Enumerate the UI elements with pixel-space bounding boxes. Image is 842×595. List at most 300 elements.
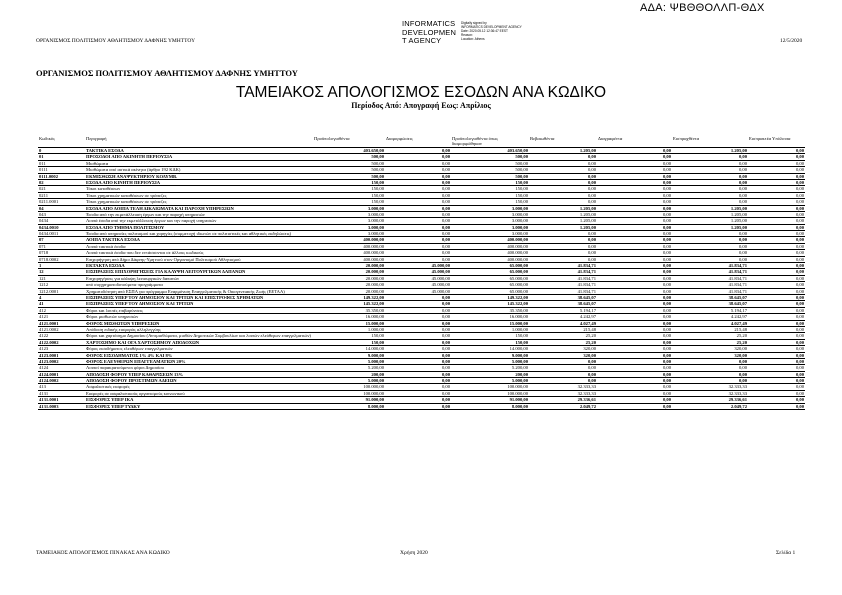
column-header: Διαγραφέντα: [597, 136, 672, 148]
amount-cell: 3.000,00: [451, 205, 529, 211]
amount-cell: 0,00: [748, 397, 805, 403]
amount-cell: 0,00: [597, 333, 672, 339]
code-cell: 0111.0002: [38, 173, 85, 179]
amount-cell: 500,00: [451, 167, 529, 173]
amount-cell: 15.000,00: [451, 320, 529, 326]
code-cell: 4131.0003: [38, 403, 85, 409]
amount-cell: 0,00: [597, 205, 672, 211]
amount-cell: 0,00: [672, 243, 748, 249]
amount-cell: 0,00: [529, 378, 597, 384]
amount-cell: 150,00: [451, 333, 529, 339]
signature-line: Location: Athens: [461, 37, 485, 41]
code-cell: 4123.0001: [38, 352, 85, 358]
amount-cell: 0,00: [748, 224, 805, 230]
code-cell: 4: [38, 294, 85, 300]
signature-line: Reason:: [461, 33, 473, 37]
amount-cell: 100.000,00: [313, 390, 385, 396]
code-cell: 1212.0001: [38, 288, 85, 294]
footer-page-number: Σελίδα 1: [776, 550, 796, 556]
amount-cell: 38.645,07: [672, 301, 748, 307]
amount-cell: 0,00: [748, 263, 805, 269]
amount-cell: 100.000,00: [313, 384, 385, 390]
amount-cell: 3.000,00: [313, 205, 385, 211]
table-row: [38, 403, 805, 409]
amount-cell: 150,00: [451, 186, 529, 192]
amount-cell: 0,00: [385, 192, 451, 198]
description-cell: Φόρος εισοδήματος ελευθέρων επαγγελματιών: [85, 346, 313, 352]
description-cell: ΑΠΟΔΟΣΗ ΦΟΡΟΥ ΥΠΕΡ ΚΑΘΑΡΙΣΕΩΝ 13%: [85, 371, 313, 377]
amount-cell: 500,00: [313, 167, 385, 173]
amount-cell: 0,00: [672, 167, 748, 173]
amount-cell: 0,00: [385, 384, 451, 390]
amount-cell: 25,20: [672, 333, 748, 339]
description-cell: ΕΙΣΠΡΑΞΕΙΣ ΥΠΕΡ ΤΟΥ ΔΗΜΟΣΙΟΥ ΚΑΙ ΤΡΙΤΩΝ ΚΑΙ ΕΠΙΣΤΡΟΦΕΣ ΧΡΗΜΑΤΩΝ: [85, 294, 313, 300]
code-cell: 4123: [38, 346, 85, 352]
amount-cell: 0,00: [748, 243, 805, 249]
description-cell: Απόδοση ειδικής εισφοράς αλληλεγγύης: [85, 326, 313, 332]
amount-cell: 0,00: [385, 403, 451, 409]
amount-cell: 149.322,00: [313, 294, 385, 300]
amount-cell: 0,00: [597, 167, 672, 173]
amount-cell: 14.000,00: [313, 346, 385, 352]
amount-cell: 3.000,00: [313, 211, 385, 217]
code-cell: 4123.0002: [38, 358, 85, 364]
amount-cell: 0,00: [385, 148, 451, 154]
amount-cell: 0,00: [748, 160, 805, 166]
amount-cell: 0,00: [597, 294, 672, 300]
amount-cell: 0,00: [748, 339, 805, 345]
description-cell: Λοιποί παρακρατούμενοι φόροι Δημοσίου: [85, 365, 313, 371]
amount-cell: 0,00: [385, 339, 451, 345]
amount-cell: 32.333,33: [672, 384, 748, 390]
amount-cell: 0,00: [748, 250, 805, 256]
amount-cell: 0,00: [385, 390, 451, 396]
signature-line: Digitally signed by: [461, 21, 487, 25]
amount-cell: 45.000,00: [385, 282, 451, 288]
amount-cell: 41.834,71: [529, 275, 597, 281]
amount-cell: 0,00: [748, 314, 805, 320]
amount-cell: 0,00: [597, 301, 672, 307]
amount-cell: 0,00: [597, 211, 672, 217]
amount-cell: 0,00: [385, 179, 451, 185]
code-cell: 071: [38, 243, 85, 249]
amount-cell: 0,00: [672, 231, 748, 237]
amount-cell: 0,00: [672, 371, 748, 377]
amount-cell: 0,00: [385, 167, 451, 173]
amount-cell: 0,00: [385, 301, 451, 307]
code-cell: 413: [38, 384, 85, 390]
column-header: Βεβαιωθέντα: [529, 136, 597, 148]
code-cell: 4131.0001: [38, 397, 85, 403]
amount-cell: 0,00: [597, 231, 672, 237]
amount-cell: 0,00: [529, 173, 597, 179]
amount-cell: 20.000,00: [313, 269, 385, 275]
amount-cell: 0,00: [385, 294, 451, 300]
amount-cell: 0,00: [597, 397, 672, 403]
amount-cell: 400.000,00: [313, 237, 385, 243]
amount-cell: 0,00: [385, 231, 451, 237]
code-cell: 0211.0001: [38, 199, 85, 205]
description-cell: ΠΡΟΣΟΔΟΙ ΑΠΟ ΑΚΙΝΗΤΗ ΠΕΡΙΟΥΣΙΑ: [85, 154, 313, 160]
amount-cell: 0,00: [748, 320, 805, 326]
amount-cell: 41.834,71: [672, 263, 748, 269]
amount-cell: 8.000,00: [451, 403, 529, 409]
code-cell: 0111: [38, 167, 85, 173]
code-cell: 011: [38, 160, 85, 166]
amount-cell: 0,00: [672, 256, 748, 262]
amount-cell: 25,20: [529, 333, 597, 339]
footer-fiscal-year: Χρήση 2020: [400, 550, 428, 556]
amount-cell: 20.000,00: [313, 275, 385, 281]
amount-cell: 0,00: [597, 173, 672, 179]
amount-cell: 0,00: [385, 205, 451, 211]
amount-cell: 38.645,07: [529, 294, 597, 300]
code-cell: 021: [38, 186, 85, 192]
amount-cell: 0,00: [385, 358, 451, 364]
amount-cell: 3.000,00: [451, 231, 529, 237]
period-subtitle: Περίοδος Από: Απογραφή Εως: Απρίλιος: [351, 101, 491, 110]
amount-cell: 0,00: [529, 371, 597, 377]
amount-cell: 150,00: [313, 339, 385, 345]
description-cell: Έσοδα από την εκμετάλλευση έργων και την παροχή υπηρεσιών: [85, 211, 313, 217]
column-header: Κωδικός: [38, 136, 85, 148]
amount-cell: 2.049,72: [529, 403, 597, 409]
amount-cell: 0,00: [597, 346, 672, 352]
footer-report-name: ΤΑΜΕΙΑΚΟΣ ΑΠΟΛΟΓΙΣΜΟΣ ΠΙΝΑΚΑΣ ΑΝΑ ΚΩΔΙΚΟ: [36, 550, 170, 556]
description-cell: Μισθώματα από αστικά ακίνητα (άρθρο 192 ΚΔΚ): [85, 167, 313, 173]
column-header: Περιγραφή: [85, 136, 313, 148]
amount-cell: 0,00: [597, 243, 672, 249]
amount-cell: 0,00: [597, 192, 672, 198]
amount-cell: 0,00: [748, 211, 805, 217]
amount-cell: 32.333,33: [529, 384, 597, 390]
amount-cell: 0,00: [529, 160, 597, 166]
description-cell: ΕΙΣΦΟΡΕΣ ΥΠΕΡ ΤΥΔΚΥ: [85, 403, 313, 409]
amount-cell: 0,00: [385, 397, 451, 403]
code-cell: 0718.0002: [38, 256, 85, 262]
amount-cell: 150,00: [313, 333, 385, 339]
amount-cell: 0,00: [597, 148, 672, 154]
description-cell: ΕΣΟΔΑ ΑΠΟ ΛΟΙΠΑ ΤΕΛΗ ΔΙΚΑΙΩΜΑΤΑ ΚΑΙ ΠΑΡΟΧΗ ΥΠΗΡΕΣΙΩΝ: [85, 205, 313, 211]
amount-cell: 1.205,00: [529, 148, 597, 154]
amount-cell: 0,00: [748, 371, 805, 377]
amount-cell: 100.000,00: [451, 390, 529, 396]
amount-cell: 0,00: [672, 160, 748, 166]
amount-cell: 0,00: [748, 205, 805, 211]
column-header: Προϋπολογισθέντα: [313, 136, 385, 148]
amount-cell: 0,00: [597, 390, 672, 396]
amount-cell: 500,00: [451, 173, 529, 179]
amount-cell: 0,00: [385, 160, 451, 166]
description-cell: Τόκοι καταθέσεων: [85, 186, 313, 192]
code-cell: 4121.0001: [38, 320, 85, 326]
description-cell: ΕΙΣΠΡΑΞΕΙΣ ΥΠΕΡ ΤΟΥ ΔΗΜΟΣΙΟΥ ΚΑΙ ΤΡΙΤΩΝ: [85, 301, 313, 307]
amount-cell: 1.205,00: [529, 211, 597, 217]
amount-cell: 45.000,00: [385, 275, 451, 281]
amount-cell: 0,00: [597, 224, 672, 230]
amount-cell: 0,00: [748, 154, 805, 160]
code-cell: 01: [38, 154, 85, 160]
amount-cell: 320,00: [529, 346, 597, 352]
amount-cell: 0,00: [529, 231, 597, 237]
code-cell: 0211: [38, 192, 85, 198]
amount-cell: 41.834,71: [529, 282, 597, 288]
amount-cell: 0,00: [385, 154, 451, 160]
amount-cell: 403.650,00: [313, 148, 385, 154]
amount-cell: 41.834,71: [672, 282, 748, 288]
code-cell: 07: [38, 237, 85, 243]
description-cell: ΑΠΟΔΟΣΗ ΦΟΡΟΥ ΠΡΟΣΤΙΜΩΝ ΑΔΕΙΩΝ: [85, 378, 313, 384]
amount-cell: 0,00: [385, 320, 451, 326]
amount-cell: 32.333,33: [529, 390, 597, 396]
code-cell: 4121.0002: [38, 326, 85, 332]
amount-cell: 0,00: [597, 352, 672, 358]
amount-cell: 20.000,00: [313, 263, 385, 269]
amount-cell: 0,00: [748, 275, 805, 281]
amount-cell: 0,00: [385, 326, 451, 332]
description-cell: Τόκοι χρηματικών καταθέσεων σε τράπεζες: [85, 192, 313, 198]
amount-cell: 45.000,00: [385, 288, 451, 294]
amount-cell: 3.000,00: [313, 224, 385, 230]
amount-cell: 500,00: [313, 154, 385, 160]
amount-cell: 0,00: [385, 307, 451, 313]
amount-cell: 38.645,07: [672, 294, 748, 300]
amount-cell: 0,00: [748, 269, 805, 275]
code-cell: 0718: [38, 250, 85, 256]
amount-cell: 215,48: [672, 326, 748, 332]
code-cell: 4124.0002: [38, 378, 85, 384]
description-cell: Λοιπά τακτικά έσοδα που δεν εντάσσονται σε άλλους κωδικούς: [85, 250, 313, 256]
amount-cell: 38.645,07: [529, 301, 597, 307]
amount-cell: 0,00: [529, 365, 597, 371]
amount-cell: 3.000,00: [451, 218, 529, 224]
amount-cell: 400.000,00: [313, 250, 385, 256]
amount-cell: 15.000,00: [313, 320, 385, 326]
amount-cell: 0,00: [597, 403, 672, 409]
amount-cell: 0,00: [529, 192, 597, 198]
description-cell: ΕΙΣΠΡΑΞΕΙΣ ΕΠΙΧΟΡΗΓΗΣΕΙΣ ΓΙΑ ΚΑΛΥΨΗ ΛΕΙΤΟΥΡΓΙΚΩΝ ΔΑΠΑΝΩΝ: [85, 269, 313, 275]
amount-cell: 5.194,17: [672, 307, 748, 313]
amount-cell: 0,00: [748, 301, 805, 307]
description-cell: Επιχορήγηση από Δήμο Δάφνης-Υμηττού στον Οργανισμό Πολιτισμού Αθλητισμού: [85, 256, 313, 262]
amount-cell: 0,00: [672, 237, 748, 243]
code-cell: 41: [38, 301, 85, 307]
amount-cell: 400.000,00: [313, 243, 385, 249]
revenue-table: [38, 136, 805, 410]
signature-line: Date: 2020.05.12 12:36:47 EEST: [461, 29, 508, 33]
amount-cell: 1.205,00: [672, 218, 748, 224]
amount-cell: 0,00: [597, 365, 672, 371]
amount-cell: 0,00: [385, 352, 451, 358]
amount-cell: 0,00: [597, 378, 672, 384]
amount-cell: 0,00: [529, 199, 597, 205]
amount-cell: 0,00: [385, 371, 451, 377]
description-cell: ΕΚΜΙΣΘΩΣΗ ΑΝΑΨΥΚΤΗΡΙΟΥ ΚΟΛΥΜΒ.: [85, 173, 313, 179]
amount-cell: 1.000,00: [451, 326, 529, 332]
code-cell: 04: [38, 205, 85, 211]
amount-cell: 0,00: [385, 224, 451, 230]
description-cell: Χρηματοδότηση από ΕΣΠΑ για πρόγραμμα Εναρμόνιση Επαγγελματικής & Οικογενειακής Ζωής (ΕΕΤΑΑ): [85, 288, 313, 294]
amount-cell: 0,00: [385, 186, 451, 192]
amount-cell: 100.000,00: [451, 384, 529, 390]
signature-stamp: [402, 20, 460, 46]
code-cell: 0: [38, 148, 85, 154]
amount-cell: 150,00: [451, 339, 529, 345]
amount-cell: 0,00: [748, 378, 805, 384]
amount-cell: 500,00: [451, 160, 529, 166]
amount-cell: 0,00: [597, 179, 672, 185]
amount-cell: 500,00: [313, 173, 385, 179]
amount-cell: 320,00: [672, 346, 748, 352]
amount-cell: 4.242,97: [529, 314, 597, 320]
amount-cell: 9.000,00: [313, 352, 385, 358]
amount-cell: 65.000,00: [451, 288, 529, 294]
amount-cell: 25,20: [672, 339, 748, 345]
code-cell: 02: [38, 179, 85, 185]
amount-cell: 0,00: [748, 346, 805, 352]
amount-cell: 149.322,00: [451, 294, 529, 300]
amount-cell: 0,00: [529, 358, 597, 364]
amount-cell: 0,00: [529, 243, 597, 249]
amount-cell: 145.322,00: [451, 301, 529, 307]
amount-cell: 41.834,71: [672, 275, 748, 281]
table-body: [38, 148, 805, 410]
amount-cell: 20.000,00: [313, 282, 385, 288]
amount-cell: 0,00: [597, 237, 672, 243]
amount-cell: 3.000,00: [313, 218, 385, 224]
description-cell: ΦΟΡΟΣ ΕΛΕΥΘΕΡΩΝ ΕΠΑΓΓΕΛΜΑΤΙΩΝ 20%: [85, 358, 313, 364]
organization-header: ΟΡΓΑΝΙΣΜΟΣ ΠΟΛΙΤΙΣΜΟΥ ΑΘΛΗΤΙΣΜΟΥ ΔΑΦΝΗΣ ΥΜΗΤΤΟΥ: [36, 38, 196, 44]
amount-cell: 91.000,00: [313, 397, 385, 403]
amount-cell: 0,00: [748, 288, 805, 294]
description-cell: ΕΙΣΦΟΡΕΣ ΥΠΕΡ ΙΚΑ: [85, 397, 313, 403]
amount-cell: 41.834,71: [672, 269, 748, 275]
amount-cell: 5.000,00: [313, 358, 385, 364]
stamp-line: T AGENCY: [402, 36, 442, 45]
amount-cell: 8.000,00: [313, 403, 385, 409]
code-cell: 4124.0001: [38, 371, 85, 377]
amount-cell: 45.000,00: [385, 269, 451, 275]
amount-cell: 0,00: [748, 326, 805, 332]
description-cell: Έσοδα από υπηρεσίες πολιτισμού και χορηγίες (συμμετοχή ιδιωτών σε πολιτιστικές και αθλητικές εκδηλώσεις): [85, 231, 313, 237]
stamp-line: INFORMATICS: [402, 19, 456, 28]
amount-cell: 3.000,00: [451, 224, 529, 230]
amount-cell: 0,00: [748, 365, 805, 371]
code-cell: 4124: [38, 365, 85, 371]
amount-cell: 150,00: [313, 186, 385, 192]
amount-cell: 14.000,00: [451, 346, 529, 352]
amount-cell: 1.205,00: [529, 218, 597, 224]
amount-cell: 0,00: [748, 192, 805, 198]
amount-cell: 150,00: [451, 199, 529, 205]
amount-cell: 9.000,00: [451, 352, 529, 358]
amount-cell: 0,00: [672, 192, 748, 198]
amount-cell: 0,00: [748, 218, 805, 224]
amount-cell: 20.000,00: [313, 288, 385, 294]
amount-cell: 0,00: [597, 384, 672, 390]
amount-cell: 0,00: [748, 256, 805, 262]
amount-cell: 320,00: [529, 352, 597, 358]
description-cell: Εισφορές σε ασφαλιστικούς οργανισμούς κοινωνικού: [85, 390, 313, 396]
amount-cell: 0,00: [748, 358, 805, 364]
amount-cell: 215,48: [529, 326, 597, 332]
ada-number: ΑΔΑ: ΨΒΘΘΟΛΛΠ-ΘΔΧ: [640, 2, 765, 14]
description-cell: ΕΣΟΔΑ ΑΠΟ ΚΙΝΗΤΗ ΠΕΡΙΟΥΣΙΑ: [85, 179, 313, 185]
amount-cell: 0,00: [385, 218, 451, 224]
code-cell: 4122.0002: [38, 339, 85, 345]
amount-cell: 0,00: [597, 326, 672, 332]
amount-cell: 4.242,97: [672, 314, 748, 320]
page-title: ΤΑΜΕΙΑΚΟΣ ΑΠΟΛΟΓΙΣΜΟΣ ΕΣΟΔΩΝ ΑΝΑ ΚΩΔΙΚΟ: [235, 84, 607, 101]
amount-cell: 16.000,00: [313, 314, 385, 320]
amount-cell: 65.000,00: [451, 275, 529, 281]
amount-cell: 4.027,49: [529, 320, 597, 326]
column-header: Εισπρακτέα Υπόλοιπα: [748, 136, 805, 148]
code-cell: 043: [38, 211, 85, 217]
code-cell: 12: [38, 269, 85, 275]
organization-name: ΟΡΓΑΝΙΣΜΟΣ ΠΟΛΙΤΙΣΜΟΥ ΑΘΛΗΤΙΣΜΟΥ ΔΑΦΝΗΣ ΥΜΗΤΤΟΥ: [36, 68, 298, 78]
amount-cell: 3.000,00: [313, 231, 385, 237]
code-cell: 0434.0010: [38, 224, 85, 230]
amount-cell: 29.336,61: [529, 397, 597, 403]
amount-cell: 0,00: [385, 333, 451, 339]
amount-cell: 0,00: [748, 167, 805, 173]
amount-cell: 1.205,00: [672, 148, 748, 154]
amount-cell: 0,00: [748, 384, 805, 390]
amount-cell: 0,00: [529, 179, 597, 185]
amount-cell: 0,00: [672, 186, 748, 192]
amount-cell: 200,00: [451, 371, 529, 377]
amount-cell: 0,00: [748, 199, 805, 205]
amount-cell: 0,00: [597, 339, 672, 345]
description-cell: ΤΑΚΤΙΚΑ ΕΣΟΔΑ: [85, 148, 313, 154]
amount-cell: 0,00: [748, 352, 805, 358]
amount-cell: 91.000,00: [451, 397, 529, 403]
amount-cell: 5.200,00: [451, 365, 529, 371]
amount-cell: 5.194,17: [529, 307, 597, 313]
amount-cell: 29.336,61: [672, 397, 748, 403]
amount-cell: 41.834,71: [529, 288, 597, 294]
amount-cell: 1.205,00: [672, 211, 748, 217]
amount-cell: 5.200,00: [313, 365, 385, 371]
amount-cell: 500,00: [451, 154, 529, 160]
amount-cell: 0,00: [597, 275, 672, 281]
amount-cell: 2.049,72: [672, 403, 748, 409]
amount-cell: 0,00: [385, 378, 451, 384]
signature-details: [461, 21, 531, 41]
description-cell: ΛΟΙΠΑ ΤΑΚΤΙΚΑ ΕΣΟΔΑ: [85, 237, 313, 243]
amount-cell: 150,00: [451, 192, 529, 198]
amount-cell: 150,00: [451, 179, 529, 185]
description-cell: ΦΟΡΟΣ ΜΙΣΘΩΤΩΝ ΥΠΗΡΕΣΙΩΝ: [85, 320, 313, 326]
description-cell: Μισθώματα: [85, 160, 313, 166]
amount-cell: 0,00: [385, 314, 451, 320]
description-cell: ΦΟΡΟΣ ΕΙΣΟΔΗΜΑΤΟΣ 1% 4% ΚΑΙ 8%: [85, 352, 313, 358]
amount-cell: 32.333,33: [672, 390, 748, 396]
code-cell: 121: [38, 275, 85, 281]
amount-cell: 0,00: [597, 307, 672, 313]
description-cell: Φόροι και λοιπές επιβαρύνσεις: [85, 307, 313, 313]
amount-cell: 0,00: [597, 320, 672, 326]
description-cell: ΕΚΤΑΚΤΑ ΕΣΟΔΑ: [85, 263, 313, 269]
amount-cell: 0,00: [748, 403, 805, 409]
amount-cell: 150,00: [313, 199, 385, 205]
description-cell: ΕΣΟΔΑ ΑΠΟ ΤΜΗΜΑ ΠΟΛΙΤΙΣΜΟΥ: [85, 224, 313, 230]
description-cell: Τόκοι χρηματικών καταθέσεων σε τράπεζες: [85, 199, 313, 205]
amount-cell: 0,00: [748, 307, 805, 313]
column-header: Διαμορφώσεις: [385, 136, 451, 148]
code-cell: 1212: [38, 282, 85, 288]
